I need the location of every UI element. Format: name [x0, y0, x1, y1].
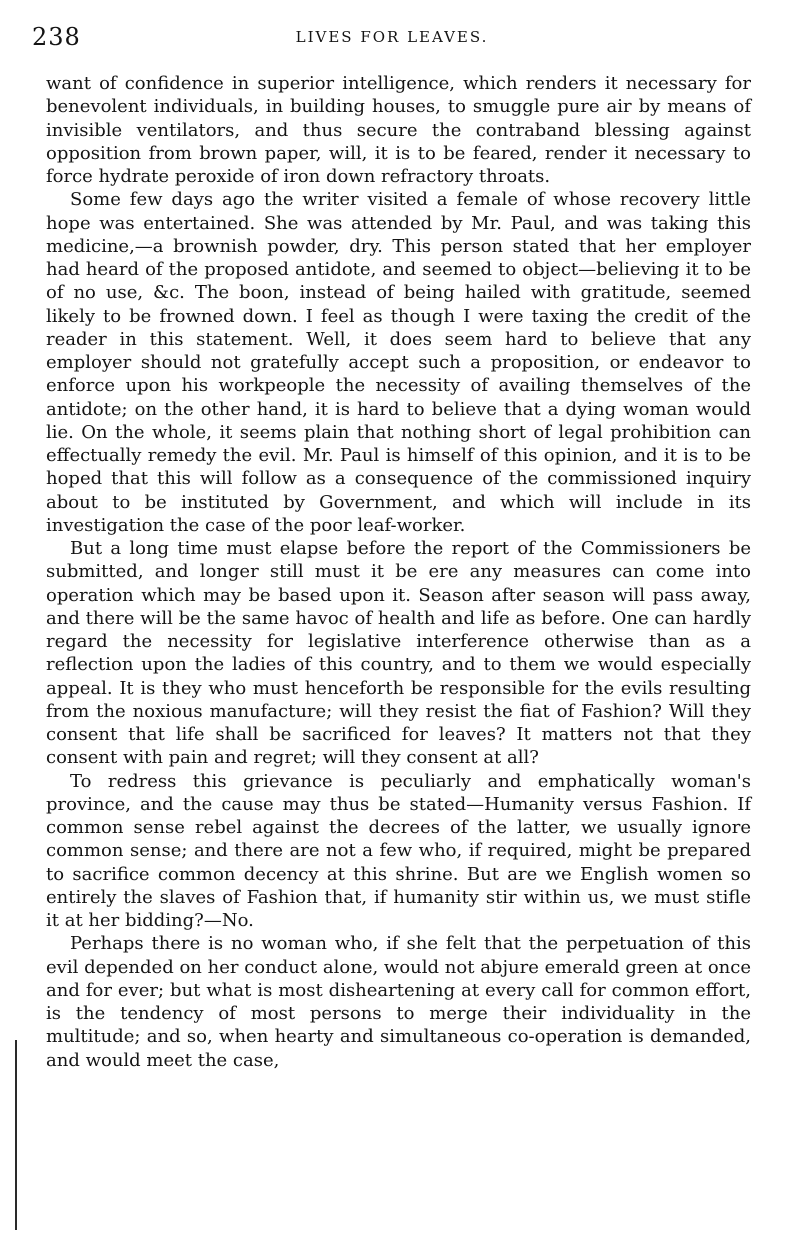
paragraph: To redress this grievance is peculiarly and emphatically woman's province, and the cause may thus be stated—Humanity versus Fashion. If common sense rebel against the decrees of the latter, we usually ignore common sense; and there are not a few who, if required, might be prepared to sacrifice common decency at this shrine. But are we English women so entirely the slaves of Fashion that, if humanity stir within us, we must stifle it at her bidding?—No. — [46, 770, 751, 931]
paragraph: Perhaps there is no woman who, if she felt that the perpetuation of this evil depended on her conduct alone, would not abjure emerald green at once and for ever; but what is most disheartening at every call for common effort, is the tendency of most persons to merge their individuality in the multitude; and so, when hearty and simultaneous co-operation is demanded, and would meet the case, — [46, 933, 751, 1071]
body-text — [46, 72, 751, 1072]
binding-edge-line — [15, 1040, 17, 1230]
running-title: LIVES FOR LEAVES. — [295, 28, 489, 46]
running-head — [32, 22, 752, 52]
page-number: 238 — [32, 23, 81, 51]
paragraph: Some few days ago the writer visited a female of whose recovery little hope was entertained. She was attended by Mr. Paul, and was taking this medicine,—a brownish powder, dry. This person stated that her employer had heard of the proposed antidote, and seemed to object—believing it to be of no use, &c. The boon, instead of being hailed with gratitude, seemed likely to be frowned down. I feel as though I were taxing the credit of the reader in this statement. Well, it does seem hard to believe that any employer should not gratefully accept such a proposition, or endeavor to enforce upon his workpeople the necessity of availing themselves of the antidote; on the other hand, it is hard to believe that a dying woman would lie. On the whole, it seems plain that nothing short of legal prohibition can effectually remedy the evil. Mr. Paul is himself of this opinion, and it is to be hoped that this will follow as a consequence of the commissioned inquiry about to be instituted by Government, and which will include in its investigation the case of the poor leaf-worker. — [46, 189, 751, 536]
paragraph: But a long time must elapse before the report of the Commissioners be submitted, and longer still must it be ere any measures can come into operation which may be based upon it. Season after season will pass away, and there will be the same havoc of health and life as before. One can hardly regard the necessity for legislative interference otherwise than as a reflection upon the ladies of this country, and to them we would especially appeal. It is they who must henceforth be responsible for the evils resulting from the noxious manufacture; will they resist the fiat of Fashion? Will they consent that life shall be sacrificed for leaves? It matters not that they consent with pain and regret; will they consent at all? — [46, 538, 751, 769]
paragraph-continuation: want of confidence in superior intelligence, which renders it necessary for benevolent individuals, in building houses, to smuggle pure air by means of invisible ventilators, and thus secure the contraband blessing against opposition from brown paper, will, it is to be feared, render it necessary to force hydrate peroxide of iron down refractory throats. — [46, 73, 751, 187]
